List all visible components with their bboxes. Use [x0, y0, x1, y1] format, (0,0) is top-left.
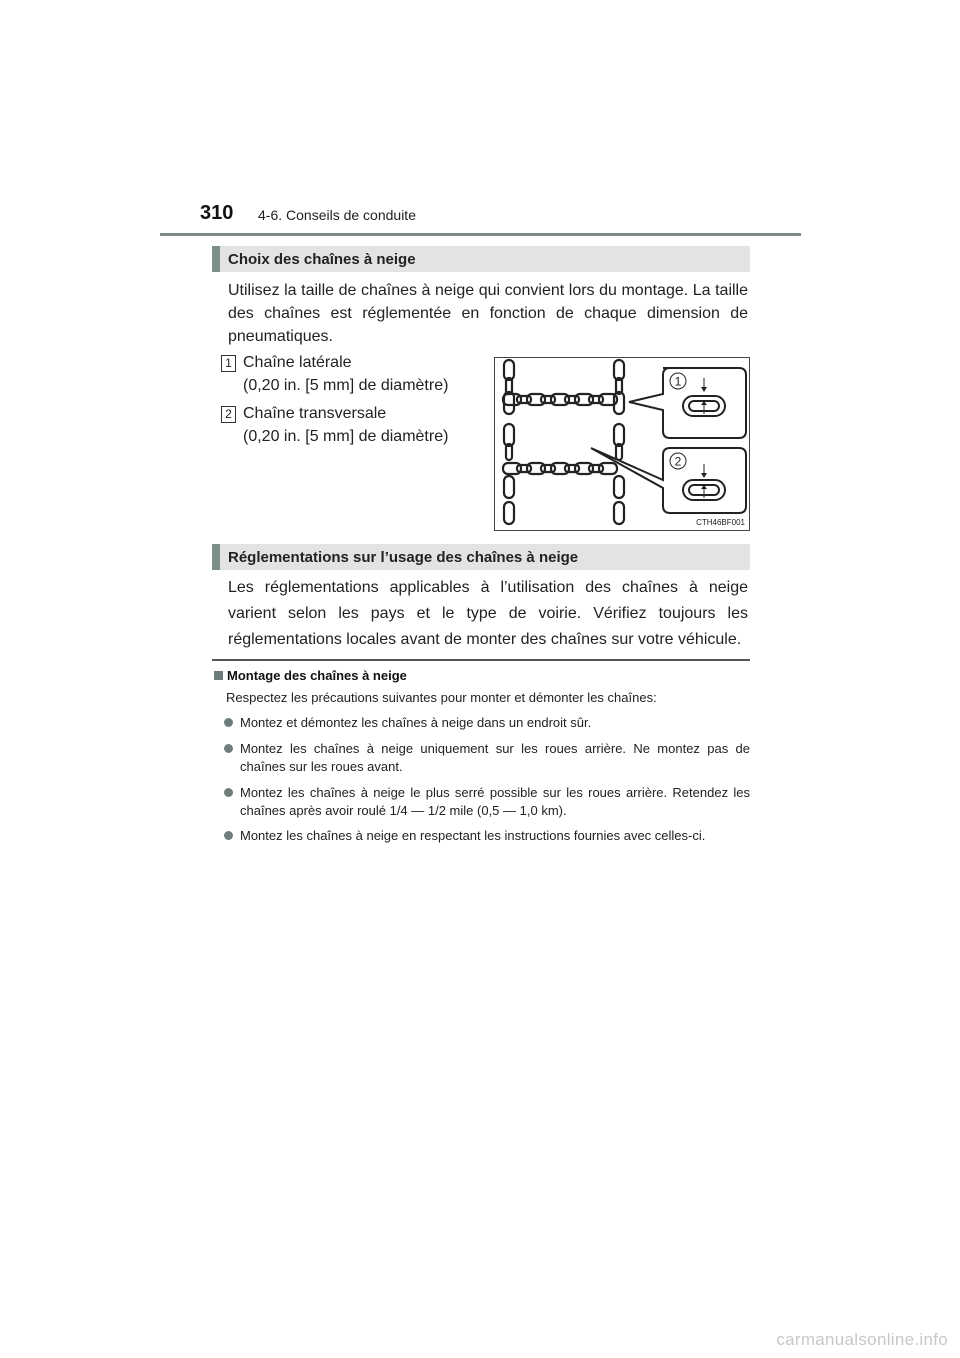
intro-paragraph: Utilisez la taille de chaînes à neige qui convient lors du montage. La taille des chaînes est réglementée en fonction de chaque dimension de pneumatiques.: [228, 282, 748, 345]
bullet-item: [224, 714, 750, 732]
circle-bullet-icon: [224, 788, 233, 797]
circle-bullet-icon: [224, 718, 233, 727]
item-label-chaine-laterale: Chaîne latérale: [243, 354, 352, 371]
circle-bullet-icon: [224, 744, 233, 753]
heading-choix-chaines: Choix des chaînes à neige: [212, 246, 750, 272]
item-number-2: 2: [221, 406, 236, 423]
item-detail-chaine-laterale: (0,20 in. [5 mm] de diamètre): [243, 377, 449, 394]
watermark-text: carmanualsonline.info: [776, 1330, 948, 1349]
figure-code: CTH46BF001: [696, 518, 745, 527]
note-divider: [212, 659, 750, 661]
snow-chain-illustration: [494, 357, 750, 531]
callout-2-label: 2: [674, 454, 682, 469]
note-intro: Respectez les précautions suivantes pour monter et démonter les chaînes:: [226, 690, 657, 705]
bullet-item: [224, 827, 750, 845]
section-title: 4-6. Conseils de conduite: [258, 207, 416, 223]
bullet-text: Montez les chaînes à neige en respectant les instructions fournies avec celles-ci.: [240, 828, 706, 843]
snow-chain-drawing: [495, 358, 749, 530]
note-title: [214, 668, 407, 683]
note-title-text: Montage des chaînes à neige: [227, 668, 407, 683]
bullet-text: Montez les chaînes à neige le plus serré possible sur les roues arrière. Retendez les chaînes après avoir roulé 1/4 — 1/2 mile (0,5 — 1,0 km).: [240, 785, 750, 818]
page-number: 310: [200, 202, 234, 224]
callout-1-label: 1: [674, 374, 682, 389]
square-bullet-icon: [214, 671, 223, 680]
item-detail-chaine-transversale: (0,20 in. [5 mm] de diamètre): [243, 428, 449, 445]
bullet-item: [224, 740, 750, 776]
item-label-chaine-transversale: Chaîne transversale: [243, 405, 387, 422]
bullet-text: Montez les chaînes à neige uniquement sur les roues arrière. Ne montez pas de chaînes sur les roues avant.: [240, 741, 750, 774]
bullet-item: [224, 784, 750, 820]
item-number-1: 1: [221, 355, 236, 372]
heading-reglementations: Réglementations sur l’usage des chaînes à neige: [212, 544, 750, 570]
header-rule: [160, 233, 801, 236]
bullet-text: Montez et démontez les chaînes à neige dans un endroit sûr.: [240, 715, 592, 730]
regulations-paragraph: Les réglementations applicables à l’utilisation des chaînes à neige varient selon les pays et le type de voirie. Vérifiez toujours les réglementations locales avant de monter des chaînes sur votre véhicule.: [228, 579, 748, 648]
circle-bullet-icon: [224, 831, 233, 840]
